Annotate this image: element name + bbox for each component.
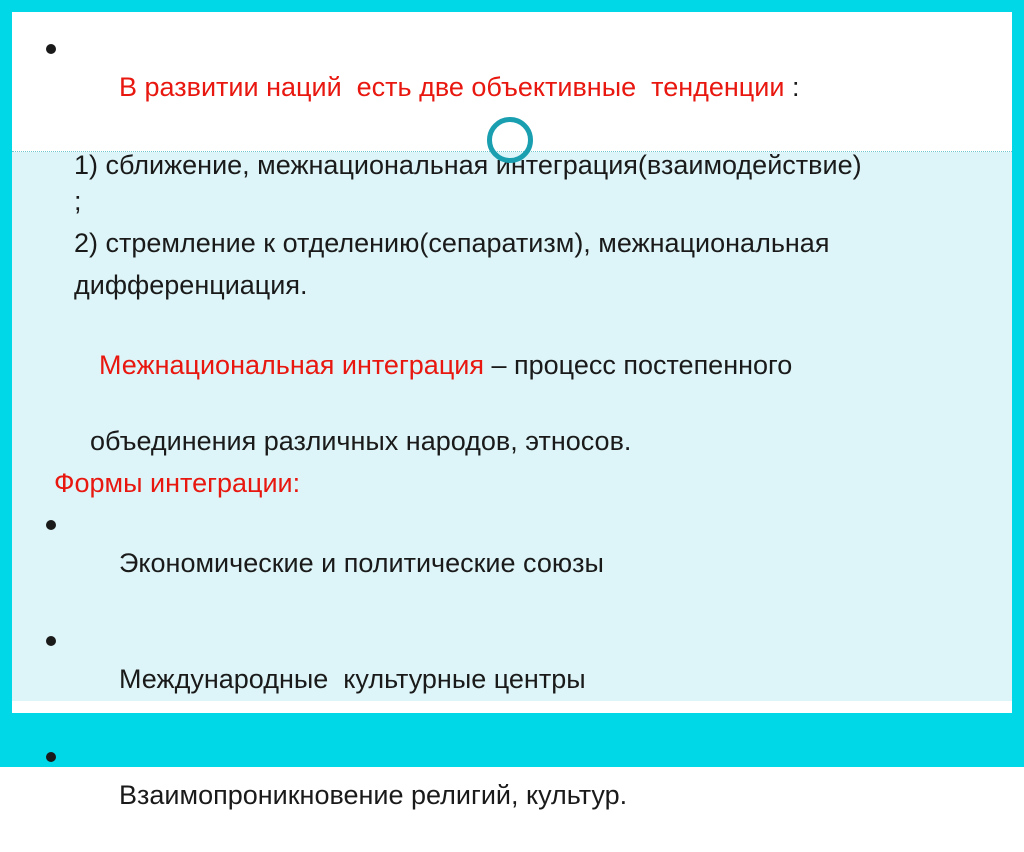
definition-continued: объединения различных народов, этносов. [90, 426, 632, 456]
bullet-icon [46, 44, 56, 54]
form-item-3-label: Взаимопроникновение религий, культур. [119, 780, 628, 810]
slide-frame-top [0, 0, 1024, 12]
bullet-icon [46, 752, 56, 762]
form-item-2 [30, 622, 982, 736]
slide-frame-right [1012, 0, 1024, 767]
form-item-3 [30, 738, 982, 852]
list-item-1-semicolon: ; [74, 186, 82, 216]
form-item-1-label: Экономические и политические союзы [119, 548, 604, 578]
definition-body: – процесс постепенного [484, 350, 793, 380]
list-item-1: 1) сближение, межнациональная интеграция(взаимодействие) [74, 150, 862, 180]
bullet-icon [46, 520, 56, 530]
heading-colon: : [784, 72, 800, 102]
definition-line [30, 308, 982, 422]
bullet-icon [46, 636, 56, 646]
circle-marker-icon [487, 117, 533, 163]
form-item-1 [30, 506, 982, 620]
heading-red-text: В развитии наций есть две объективные тенденции [119, 72, 785, 102]
slide-frame-left [0, 0, 12, 767]
definition-term: Межнациональная интеграция [99, 350, 484, 380]
list-item-2: 2) стремление к отделению(сепаратизм), межнациональная [74, 228, 830, 258]
form-item-2-label: Международные культурные центры [119, 664, 586, 694]
forms-title: Формы интеграции: [54, 468, 301, 498]
list-item-2-continued: дифференциация. [74, 270, 308, 300]
